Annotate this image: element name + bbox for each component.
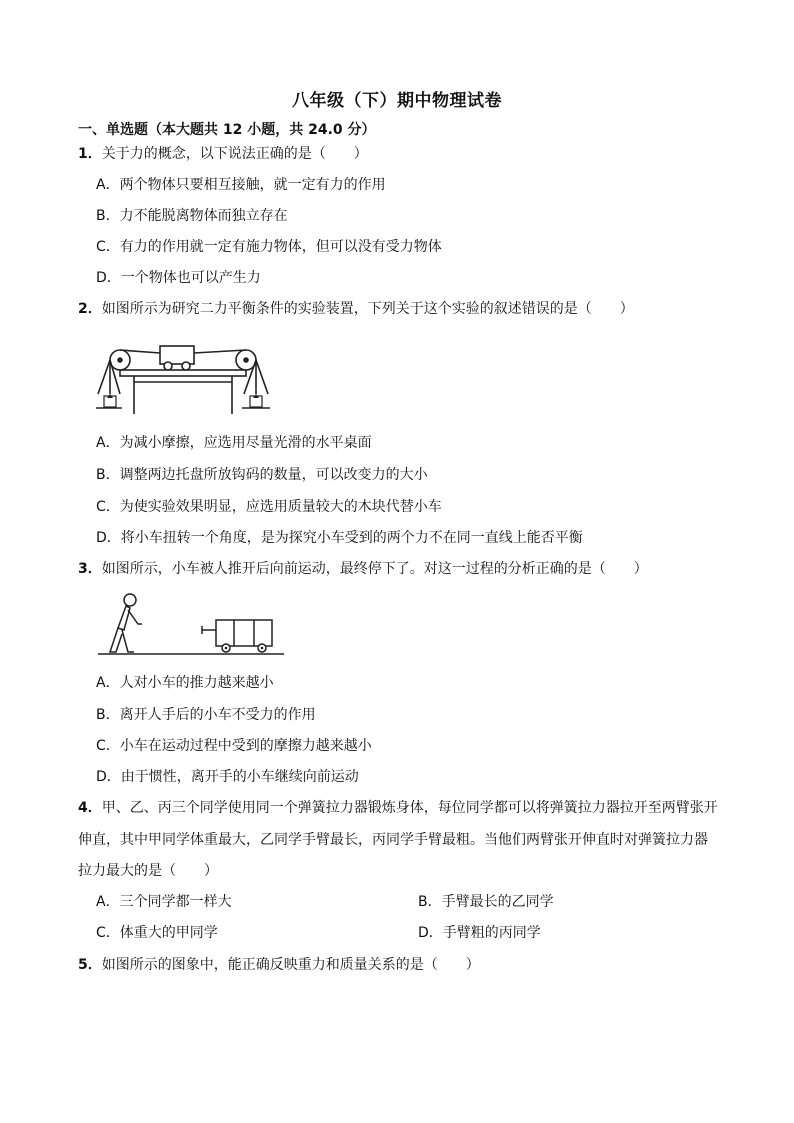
q3-option-d: D．由于惯性，离开手的小车继续向前运动 bbox=[96, 769, 359, 785]
question-stem: 如图所示，小车被人推开后向前运动，最终停下了。对这一过程的分析正确的是（ ） bbox=[101, 561, 648, 577]
q3-option-a: A．人对小车的推力越来越小 bbox=[96, 675, 274, 691]
q2-option-d: D．将小车扭转一个角度，是为探究小车受到的两个力不在同一直线上能否平衡 bbox=[96, 530, 583, 546]
q2-option-b: B．调整两边托盘所放钩码的数量，可以改变力的大小 bbox=[96, 467, 428, 483]
page-title: 八年级（下）期中物理试卷 bbox=[292, 91, 502, 111]
question-stem: 如图所示为研究二力平衡条件的实验装置，下列关于这个实验的叙述错误的是（ ） bbox=[101, 301, 634, 317]
question-number: 3． bbox=[78, 561, 102, 577]
question-number: 5． bbox=[78, 957, 102, 973]
push-cart-figure bbox=[96, 590, 286, 660]
question-number: 2． bbox=[78, 301, 102, 317]
question-5 bbox=[78, 955, 480, 975]
question-number: 1． bbox=[78, 146, 102, 162]
question-stem-line-2: 伸直，其中甲同学体重最大，乙同学手臂最长，丙同学手臂最粗。当他们两臂张开伸直时对弹簧拉力器 bbox=[78, 832, 708, 848]
q4-option-a: A．三个同学都一样大 bbox=[96, 894, 232, 910]
question-stem-line-1: 甲、乙、丙三个同学使用同一个弹簧拉力器锻炼身体，每位同学都可以将弹簧拉力器拉开至两臂张开 bbox=[101, 800, 718, 816]
q1-option-c: C．有力的作用就一定有施力物体，但可以没有受力物体 bbox=[96, 239, 442, 255]
q1-option-a: A．两个物体只要相互接触，就一定有力的作用 bbox=[96, 177, 386, 193]
q3-option-b: B．离开人手后的小车不受力的作用 bbox=[96, 707, 316, 723]
question-4 bbox=[78, 798, 718, 818]
section-heading: 一、单选题（本大题共 12 小题，共 24.0 分） bbox=[78, 122, 376, 138]
q2-option-c: C．为使实验效果明显，应选用质量较大的木块代替小车 bbox=[96, 499, 442, 515]
question-2 bbox=[78, 299, 634, 319]
balance-apparatus-figure bbox=[94, 338, 274, 420]
q1-option-d: D．一个物体也可以产生力 bbox=[96, 270, 261, 286]
q1-option-b: B．力不能脱离物体而独立存在 bbox=[96, 208, 288, 224]
question-3 bbox=[78, 559, 648, 579]
question-number: 4． bbox=[78, 800, 102, 816]
q4-option-b: B．手臂最长的乙同学 bbox=[418, 894, 554, 910]
q3-option-c: C．小车在运动过程中受到的摩擦力越来越小 bbox=[96, 738, 372, 754]
question-1 bbox=[78, 144, 368, 164]
question-stem: 关于力的概念，以下说法正确的是（ ） bbox=[101, 146, 368, 162]
question-stem: 如图所示的图象中，能正确反映重力和质量关系的是（ ） bbox=[101, 957, 480, 973]
q4-option-c: C．体重大的甲同学 bbox=[96, 925, 218, 941]
question-stem-line-3: 拉力最大的是（ ） bbox=[78, 863, 218, 879]
q4-option-d: D．手臂粗的丙同学 bbox=[418, 925, 541, 941]
q2-option-a: A．为减小摩擦，应选用尽量光滑的水平桌面 bbox=[96, 435, 372, 451]
